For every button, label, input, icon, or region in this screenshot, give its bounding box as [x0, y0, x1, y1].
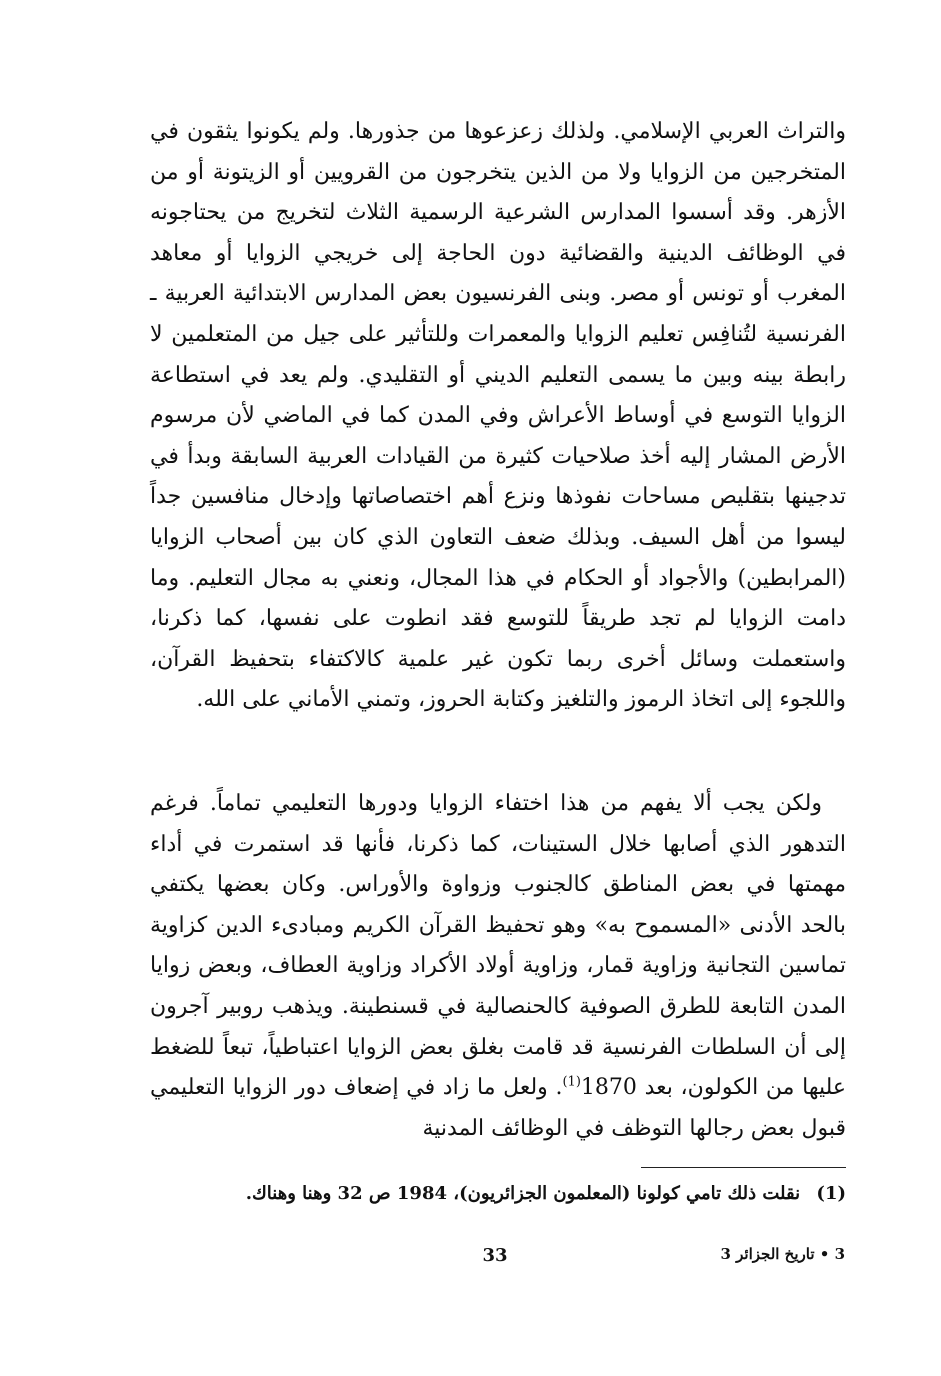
page-number: 33	[482, 1245, 508, 1266]
footnote-separator	[641, 1167, 846, 1168]
body-paragraph-2	[150, 784, 846, 1149]
paragraph-text	[150, 784, 846, 1149]
paragraph-text: والتراث العربي الإسلامي. ولذلك زعزعوها من جذورها. ولم يكونوا يثقون في المتخرجين من الزوايا ولا من الذين يتخرجون من القرويين أو الزيتونة أو من الأزهر. وقد أسسوا المدارس الشرعية الرسمية الثلاث لتخريج من يحتاجونه في الوظائف الدينية والقضائية دون الحاجة إلى خريجي الزوايا أو معاهد المغرب أو تونس أو مصر. وبنى الفرنسيون بعض المدارس الابتدائية العربية ـ الفرنسية لتُنافِس تعليم الزوايا والمعمرات وللتأثير على جيل من المتعلمين لا رابطة بينه وبين ما يسمى التعليم الديني أو التقليدي. ولم يعد في استطاعة الزوايا التوسع في أوساط الأعراش وفي المدن كما في الماضي لأن مرسوم الأرض المشار إليه أخذ صلاحيات كثيرة من القيادات العربية السابقة وبدأ في تدجينها بتقليص مساحات نفوذها ونزع أهم اختصاصاتها وإدخال منافسين جداً ليسوا من أهل السيف. وبذلك ضعف التعاون الذي كان بين أصحاب الزوايا (المرابطين) والأجواد أو الحكام في هذا المجال، ونعني به مجال التعليم. وما دامت الزوايا لم تجد طريقاً للتوسع فقد انطوت على نفسها، كما ذكرنا، واستعملت وسائل أخرى ربما تكون غير علمية كالاكتفاء بتحفيظ القرآن، واللجوء إلى اتخاذ الرموز والتلغيز وكتابة الحروز، وتمني الأماني على الله.	[150, 119, 846, 713]
paragraph-text-after-note: . ولعل ما زاد في إضعاف دور الزوايا التعليمي قبول بعض رجالها التوظف في الوظائف المدنية	[150, 1075, 846, 1141]
footnote	[150, 1180, 846, 1208]
body-paragraph-1	[150, 112, 846, 721]
footnote-text: نقلت ذلك تامي كولونا (المعلمون الجزائريون)، 1984 ص 32 وهنا وهناك.	[245, 1183, 801, 1204]
footnote-number: (1)	[816, 1183, 846, 1204]
paragraph-text-before-note: ولكن يجب ألا يفهم من هذا اختفاء الزوايا ودورها التعليمي تماماً. فرغم التدهور الذي أصابها خلال الستينات، كما ذكرنا، فأنها قد استمرت في أداء مهمتها في بعض المناطق كالجنوب وزواوة والأوراس. وكان بعضها يكتفي بالحد الأدنى «المسموح به» وهو تحفيظ القرآن الكريم ومبادىء الدين كزاوية تماسين التجانية وزاوية قمار، وزاوية أولاد الأكراد وزاوية العطاف، وبعض زوايا المدن التابعة للطرق الصوفية كالحنصالية في قسنطينة. ويذهب روبير آجرون إلى أن السلطات الفرنسية قد قامت بغلق بعض الزوايا اعتباطياً، تبعاً للضغط عليها من الكولون، بعد 1870	[150, 791, 847, 1101]
running-footer-title: 3 • تاريخ الجزائر 3	[720, 1245, 845, 1263]
footnote-reference-marker: (1)	[562, 1074, 581, 1090]
